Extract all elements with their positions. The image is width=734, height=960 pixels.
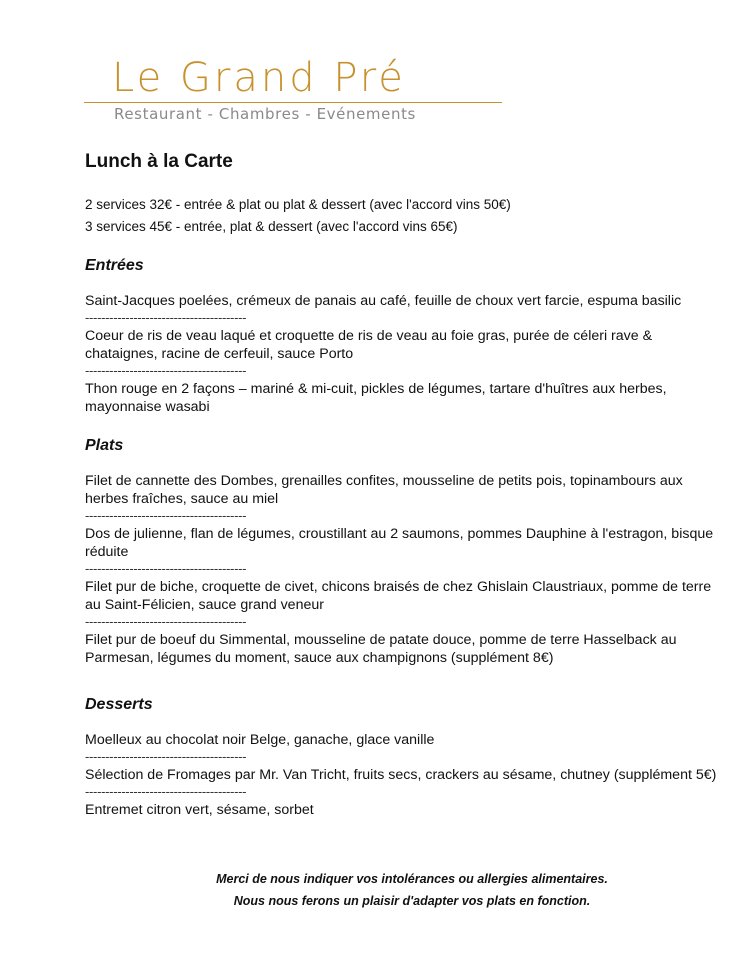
section-desserts bbox=[85, 693, 725, 819]
separator: ---------------------------------------- bbox=[85, 508, 247, 523]
separator: ---------------------------------------- bbox=[85, 363, 247, 378]
menu-item: Coeur de ris de veau laqué et croquette de ris de veau au foie gras, purée de céleri rave & chataignes, racine de cerfeuil, sauce Porto bbox=[85, 328, 653, 362]
separator: ---------------------------------------- bbox=[85, 614, 247, 629]
separator: ---------------------------------------- bbox=[85, 749, 247, 764]
menu-item: Filet pur de boeuf du Simmental, mousseline de patate douce, pomme de terre Hasselback au Parmesan, légumes du moment, sauce aux champignons (supplément 8€) bbox=[85, 632, 677, 666]
menu-item: Filet de cannette des Dombes, grenailles confites, mousseline de petits pois, topinambours aux herbes fraîches, sauce au miel bbox=[85, 473, 683, 507]
price-two-services: 2 services 32€ - entrée & plat ou plat & dessert (avec l'accord vins 50€) bbox=[85, 197, 511, 212]
menu-item: Filet pur de biche, croquette de civet, chicons braisés de chez Ghislain Claustriaux, pomme de terre au Saint-Félicien, sauce grand veneur bbox=[85, 579, 712, 613]
adapt-note: Nous nous ferons un plaisir d'adapter vos plats en fonction. bbox=[233, 894, 591, 908]
section-plats bbox=[85, 434, 725, 667]
menu-item: Moelleux au chocolat noir Belge, ganache, glace vanille bbox=[85, 732, 435, 748]
brand-tagline: Restaurant - Chambres - Evénements bbox=[114, 105, 416, 123]
menu-item: Sélection de Fromages par Mr. Van Tricht, fruits secs, crackers au sésame, chutney (supplément 5€) bbox=[85, 767, 717, 783]
price-list bbox=[85, 194, 725, 238]
separator: ---------------------------------------- bbox=[85, 561, 247, 576]
menu-item: Dos de julienne, flan de légumes, croustillant au 2 saumons, pommes Dauphine à l'estragon, bisque réduite bbox=[85, 526, 714, 560]
separator: ---------------------------------------- bbox=[85, 310, 247, 325]
menu-item: Saint-Jacques poelées, crémeux de panais au café, feuille de choux vert farcie, espuma basilic bbox=[85, 293, 682, 309]
price-three-services: 3 services 45€ - entrée, plat & dessert (avec l'accord vins 65€) bbox=[85, 219, 458, 234]
footer-note bbox=[0, 868, 734, 912]
menu-item: Entremet citron vert, sésame, sorbet bbox=[85, 802, 314, 818]
menu-content bbox=[85, 148, 725, 837]
allergy-note: Merci de nous indiquer vos intolérances ou allergies alimentaires. bbox=[216, 872, 608, 886]
logo bbox=[84, 52, 504, 123]
brand-name: Le Grand Pré bbox=[112, 55, 406, 101]
section-title: Plats bbox=[85, 437, 124, 454]
section-title: Desserts bbox=[85, 696, 153, 713]
menu-title: Lunch à la Carte bbox=[85, 151, 233, 172]
menu-item: Thon rouge en 2 façons – mariné & mi-cuit, pickles de légumes, tartare d'huîtres aux herbes, mayonnaise wasabi bbox=[85, 381, 667, 415]
section-entrees bbox=[85, 254, 725, 416]
separator: ---------------------------------------- bbox=[85, 784, 247, 799]
section-title: Entrées bbox=[85, 257, 144, 274]
